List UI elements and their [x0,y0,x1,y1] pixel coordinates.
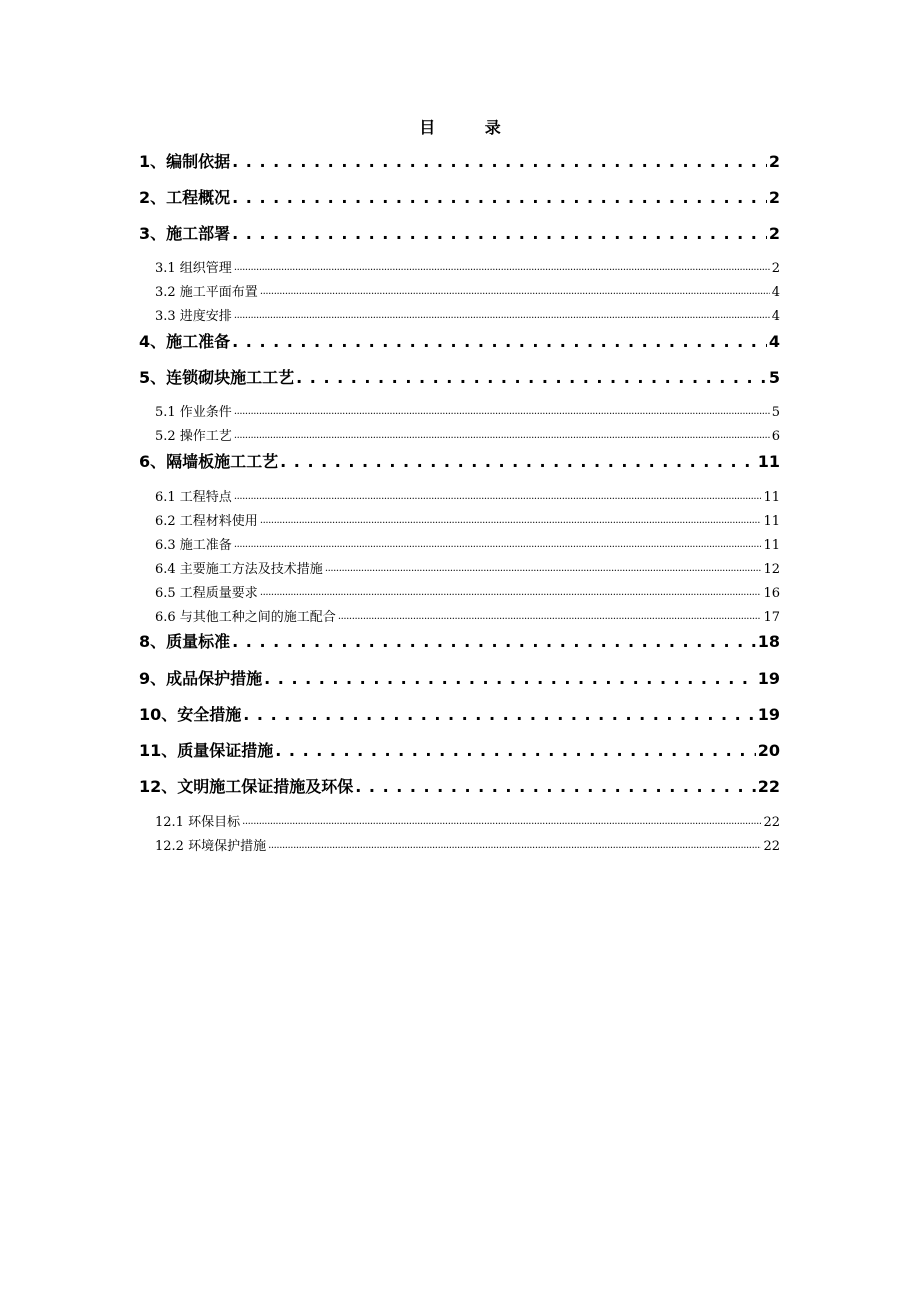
toc-entry-label: 6.2 工程材料使用 [155,514,258,529]
dot-leader [275,739,755,763]
toc-entry[interactable] [139,775,780,799]
toc-entry[interactable] [139,450,780,474]
toc-entry-page-number: 17 [763,610,780,625]
toc-entry-page-number: 19 [757,669,780,688]
toc-entry[interactable] [139,366,780,390]
toc-entry-label: 6.3 施工准备 [155,538,232,553]
toc-entry[interactable] [155,814,780,832]
toc-entry-label: 12.1 环保目标 [155,815,241,830]
toc-entry-label: 6.1 工程特点 [155,490,232,505]
toc-entry-label: 3.1 组织管理 [155,261,232,276]
page-title: 目 录 [419,118,523,137]
dot-leader [232,630,756,654]
toc-entry-label: 12.2 环境保护措施 [155,839,267,854]
toc-entry-page-number: 16 [763,586,780,601]
toc-entry[interactable] [139,739,780,763]
toc-entry-page-number: 22 [763,815,780,830]
dot-leader [234,404,770,422]
dot-leader [242,814,761,832]
toc-entry[interactable] [155,513,780,531]
toc-entry-label: 6、隔墙板施工工艺 [139,452,279,471]
toc-entry-label: 10、安全措施 [139,705,242,724]
dot-leader [260,284,770,302]
toc-entry-page-number: 12 [763,562,780,577]
dot-leader [234,308,770,326]
toc-entry[interactable] [139,150,780,174]
toc-entry-label: 6.5 工程质量要求 [155,586,258,601]
toc-entry-page-number: 11 [763,538,780,553]
dot-leader [260,585,762,603]
toc-entry-page-number: 20 [757,741,780,760]
toc-entry-label: 5.1 作业条件 [155,405,232,420]
toc-entry-page-number: 22 [763,839,780,854]
toc-entry[interactable] [155,561,780,579]
toc-entry[interactable] [155,308,780,326]
toc-entry-page-number: 11 [763,490,780,505]
dot-leader [355,775,755,799]
toc-entry-label: 11、质量保证措施 [139,741,274,760]
toc-entry[interactable] [155,609,780,627]
toc-entry-page-number: 2 [771,261,780,276]
toc-entry-label: 3、施工部署 [139,224,231,243]
toc-entry[interactable] [155,585,780,603]
dot-leader [296,366,767,390]
dot-leader [268,838,761,856]
toc-entry[interactable] [139,630,780,654]
toc-entry-label: 5、连锁砌块施工工艺 [139,368,295,387]
toc-entry[interactable] [155,838,780,856]
toc-entry-page-number: 4 [771,309,780,324]
toc-entry-page-number: 5 [771,405,780,420]
toc-entry-page-number: 4 [768,332,780,351]
toc-entry[interactable] [139,186,780,210]
toc-entry[interactable] [139,330,780,354]
toc-entry[interactable] [155,537,780,555]
dot-leader [243,703,755,727]
toc-entry-page-number: 11 [757,452,780,471]
dot-leader [234,428,770,446]
toc-entry-label: 8、质量标准 [139,632,231,651]
toc-entry-label: 6.4 主要施工方法及技术措施 [155,562,323,577]
toc-entry-label: 5.2 操作工艺 [155,429,232,444]
toc-entry-page-number: 2 [768,188,780,207]
toc-entry-label: 6.6 与其他工种之间的施工配合 [155,610,336,625]
toc-entry[interactable] [139,222,780,246]
toc-entry-label: 4、施工准备 [139,332,231,351]
dot-leader [338,609,762,627]
toc-entry-page-number: 18 [757,632,780,651]
dot-leader [264,667,756,691]
dot-leader [280,450,756,474]
dot-leader [232,222,767,246]
toc-entry-page-number: 19 [757,705,780,724]
toc-entry-page-number: 6 [771,429,780,444]
toc-entry[interactable] [155,489,780,507]
toc-entry[interactable] [155,404,780,422]
toc-entry-page-number: 4 [771,285,780,300]
toc-entry-page-number: 2 [768,152,780,171]
toc-entry-label: 1、编制依据 [139,152,231,171]
toc-entry-page-number: 5 [768,368,780,387]
toc-entry-label: 3.2 施工平面布置 [155,285,258,300]
toc-entry-label: 9、成品保护措施 [139,669,263,688]
dot-leader [234,260,770,278]
toc-entry[interactable] [155,260,780,278]
dot-leader [325,561,762,579]
toc-entry[interactable] [139,703,780,727]
toc-entry-page-number: 22 [757,777,780,796]
dot-leader [232,330,767,354]
toc-entry-page-number: 2 [768,224,780,243]
toc-entry-page-number: 11 [763,514,780,529]
dot-leader [234,489,762,507]
dot-leader [232,150,767,174]
toc-entry[interactable] [155,284,780,302]
toc-entry-label: 2、工程概况 [139,188,231,207]
toc-entry[interactable] [139,667,780,691]
toc-entry-label: 3.3 进度安排 [155,309,232,324]
dot-leader [232,186,767,210]
dot-leader [260,513,762,531]
dot-leader [234,537,762,555]
toc-entry-label: 12、文明施工保证措施及环保 [139,777,354,796]
toc-entry[interactable] [155,428,780,446]
